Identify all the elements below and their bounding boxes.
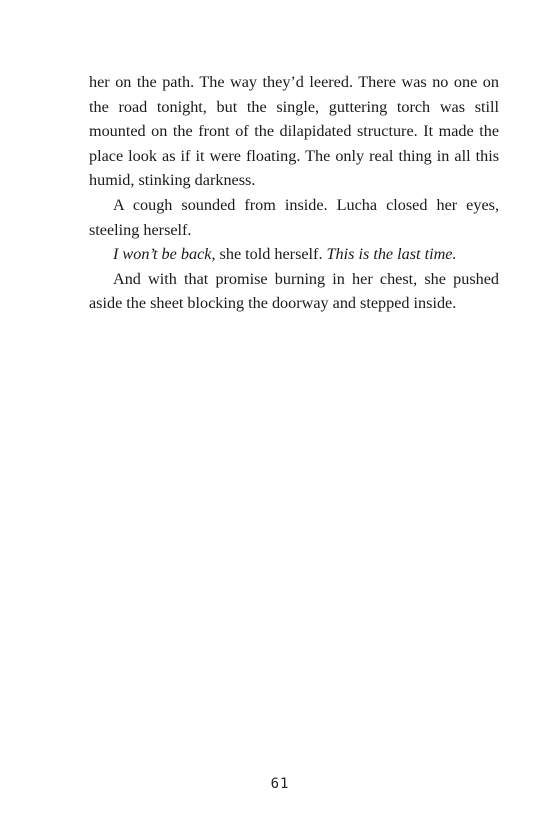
thought-attribution: she told herself. — [215, 245, 327, 264]
paragraph-inner-thought — [89, 242, 499, 267]
paragraph-stepped-inside: And with that promise burning in her chest, she pushed aside the sheet blocking the doorway and stepped inside. — [89, 269, 499, 313]
page-number: 61 — [270, 776, 290, 792]
italic-thought-2: This is the last time. — [326, 245, 457, 264]
paragraph-continued: her on the path. The way they’d leered. There was no one on the road tonight, but the single, guttering torch was still mounted on the front of the dilapidated structure. It made the place look as if it were floating. The only real thing in all this humid, stinking darkness. — [89, 73, 499, 190]
italic-thought-1: I won’t be back, — [113, 245, 216, 264]
body-text — [89, 70, 499, 316]
paragraph-cough: A cough sounded from inside. Lucha closed her eyes, steeling herself. — [89, 195, 499, 239]
